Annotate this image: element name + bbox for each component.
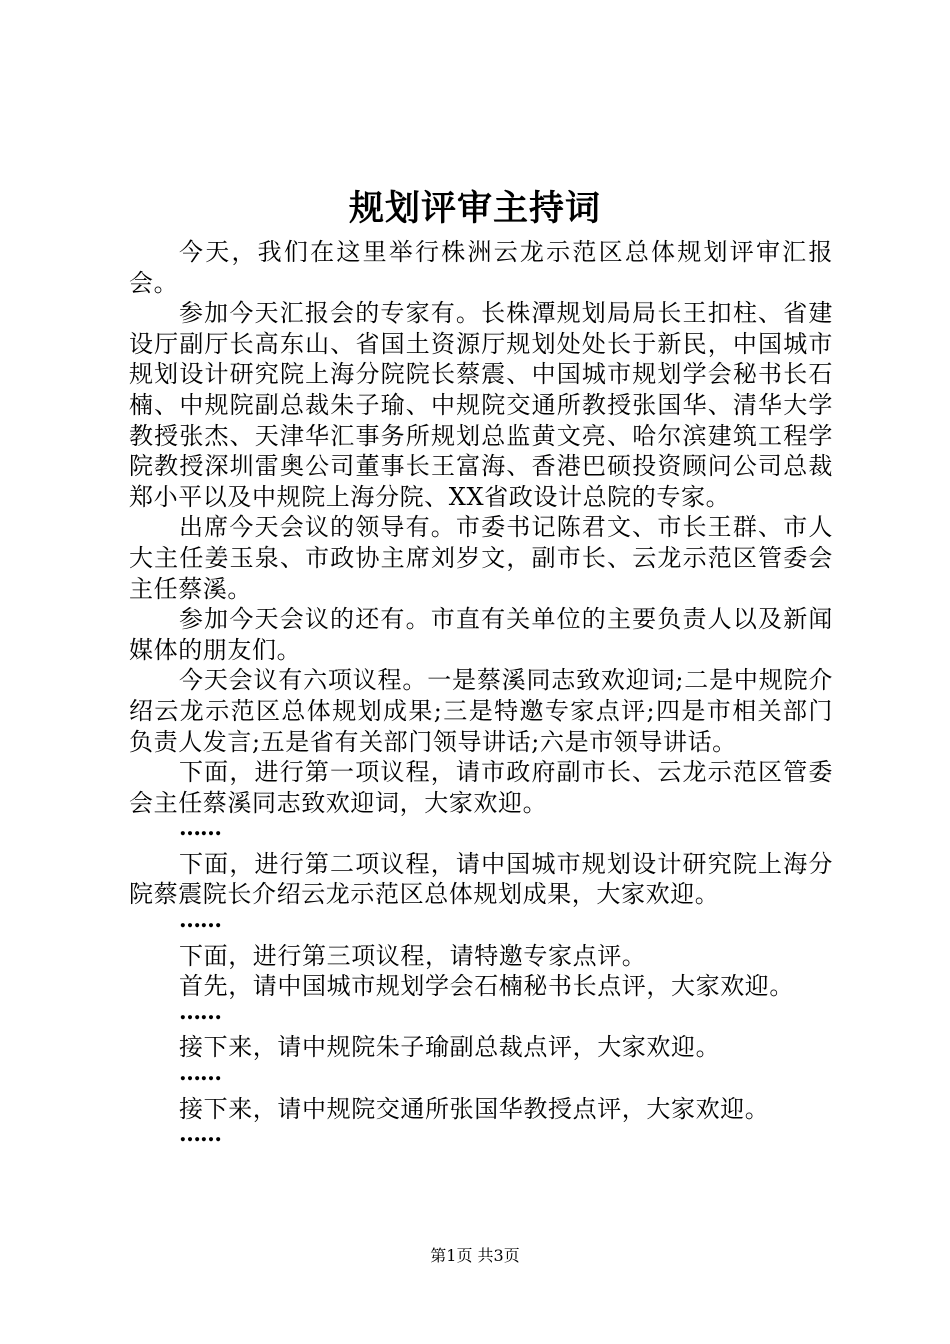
paragraph-first-expert: 首先，请中国城市规划学会石楠秘书长点评，大家欢迎。 <box>179 972 794 1001</box>
document-body <box>129 237 833 1155</box>
page-footer: 第1页 共3页 <box>430 1246 520 1265</box>
paragraph-item-2: 下面，进行第二项议程，请中国城市规划设计研究院上海分院蔡震院长介绍云龙示范区总体规划成果，大家欢迎。 <box>129 849 833 909</box>
paragraph-item-1: 下面，进行第一项议程，请市政府副市长、云龙示范区管委会主任蔡溪同志致欢迎词，大家欢迎。 <box>129 758 833 817</box>
paragraph-third-expert: 接下来，请中规院交通所张国华教授点评，大家欢迎。 <box>179 1094 770 1123</box>
paragraph-experts: 参加今天汇报会的专家有。长株潭规划局局长王扣柱、省建设厅副厅长高东山、省国土资源厅规划处处长于新民，中国城市规划设计研究院上海分院院长蔡震、中国城市规划学会秘书长石楠、中规院副总裁朱子瑜、中规院交通所教授张国华、清华大学教授张杰、天津华汇事务所规划总监黄文亮、哈尔滨建筑工程学院教授深圳雷奥公司董事长王富海、香港巴硕投资顾问公司总裁郑小平以及中规院上海分院、XX省政设计总院的专家。 <box>129 299 833 511</box>
ellipsis: …… <box>179 1121 221 1148</box>
ellipsis: …… <box>179 998 221 1025</box>
paragraph-second-expert: 接下来，请中规院朱子瑜副总裁点评，大家欢迎。 <box>179 1033 721 1062</box>
paragraph-attendees: 参加今天会议的还有。市直有关单位的主要负责人以及新闻媒体的朋友们。 <box>129 605 833 664</box>
paragraph-intro: 今天，我们在这里举行株洲云龙示范区总体规划评审汇报会。 <box>129 238 833 297</box>
ellipsis: …… <box>179 815 221 842</box>
document-title: 规划评审主持词 <box>348 188 601 229</box>
paragraph-item-3: 下面，进行第三项议程，请特邀专家点评。 <box>179 941 647 970</box>
ellipsis: …… <box>179 907 221 934</box>
paragraph-agenda: 今天会议有六项议程。一是蔡溪同志致欢迎词;二是中规院介绍云龙示范区总体规划成果;三是特邀专家点评;四是市相关部门负责人发言;五是省有关部门领导讲话;六是市领导讲话。 <box>129 666 833 756</box>
ellipsis: …… <box>179 1060 221 1087</box>
paragraph-leaders: 出席今天会议的领导有。市委书记陈君文、市长王群、市人大主任姜玉泉、市政协主席刘岁文，副市长、云龙示范区管委会主任蔡溪。 <box>129 513 833 603</box>
